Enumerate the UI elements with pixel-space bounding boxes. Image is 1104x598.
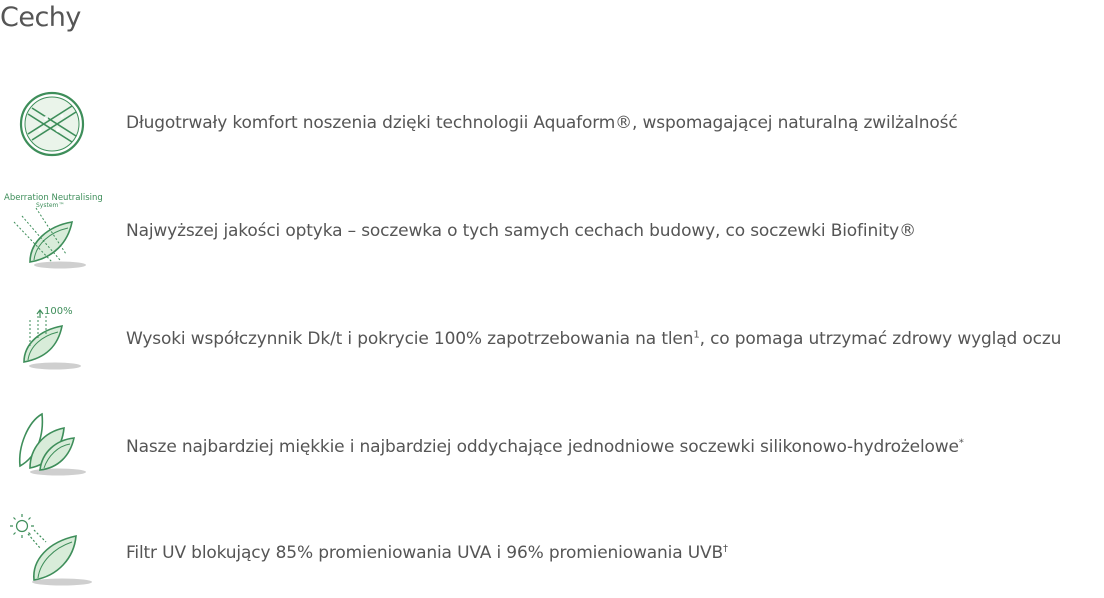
footnote-marker: 1 (693, 329, 700, 341)
feature-item-optics (0, 186, 1104, 276)
feature-text (126, 543, 728, 563)
svg-text:System™: System™ (36, 202, 65, 209)
footnote-marker: † (723, 543, 728, 555)
feature-text (126, 329, 1061, 349)
feature-text-main: Nasze najbardziej miękkie i najbardziej oddychające jednodniowe soczewki silikonowo-hydrożelowe (126, 437, 959, 457)
feature-text-tail: , co pomaga utrzymać zdrowy wygląd oczu (699, 329, 1062, 349)
soft-lenses-icon (0, 402, 104, 492)
page-title: Cechy (0, 2, 81, 33)
feature-item-oxygen (0, 294, 1104, 384)
feature-text-main: Wysoki współczynnik Dk/t i pokrycie 100% zapotrzebowania na tlen (126, 329, 694, 349)
aberration-lens-icon (0, 186, 104, 276)
feature-text: Najwyższej jakości optyka – soczewka o tych samych cechach budowy, co soczewki Biofinity® (126, 221, 916, 241)
feature-item-softness (0, 402, 1104, 492)
uv-sun-lens-icon (0, 508, 104, 598)
oxygen-lens-icon (0, 294, 104, 384)
feature-text-main: Filtr UV blokujący 85% promieniowania UVA i 96% promieniowania UVB (126, 543, 724, 563)
feature-text (126, 437, 964, 457)
svg-text:Aberration Neutralising: Aberration Neutralising (4, 193, 103, 203)
svg-text:100%: 100% (44, 306, 73, 317)
feature-item-aquaform (0, 78, 1104, 168)
aquaform-icon (0, 78, 104, 168)
feature-text: Długotrwały komfort noszenia dzięki technologii Aquaform®, wspomagającej naturalną zwilżalność (126, 113, 958, 133)
feature-item-uv-filter (0, 508, 1104, 598)
footnote-marker: * (958, 437, 964, 449)
